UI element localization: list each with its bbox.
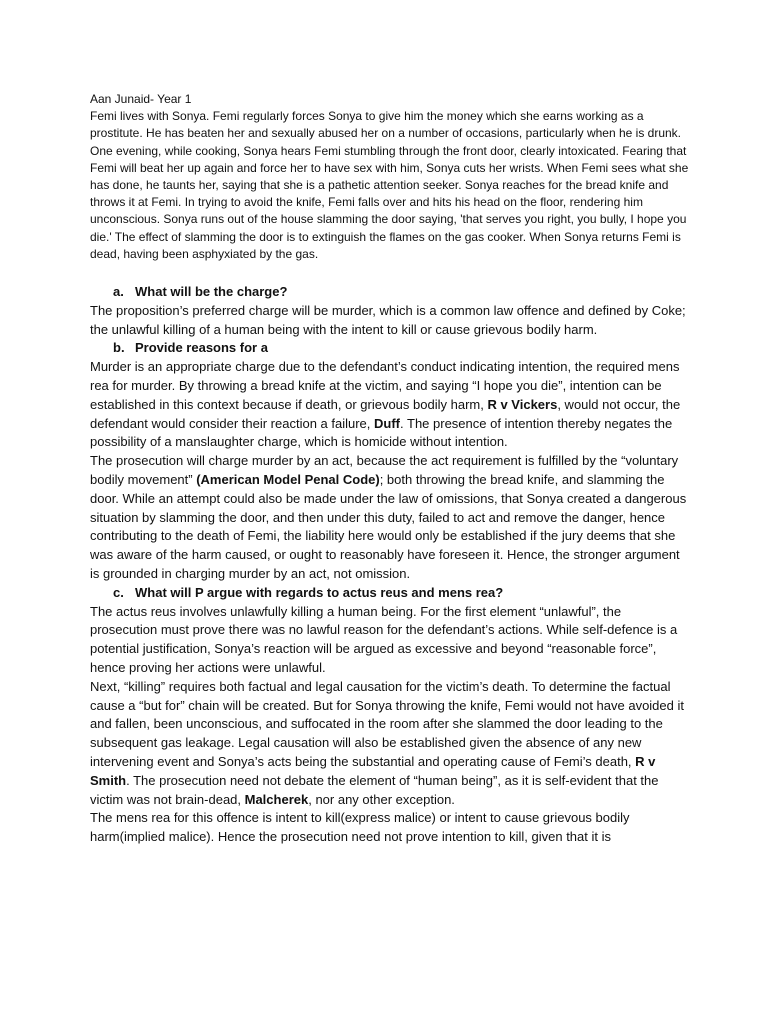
question-b-heading [90,339,690,358]
case-citation-duff: Duff [374,415,401,431]
question-a-text: What will be the charge? [135,284,288,300]
case-citation-malcherek: Malcherek [244,791,309,807]
question-a-number: a. [113,284,124,300]
answer-b-p1-text-b: , would not occur, the defendant would consider their reaction a failure, [90,396,681,431]
answer-b-p2-text-a: The prosecution will charge murder by an act, because the act requirement is fulfilled by the “voluntary bodily movement” [90,453,679,487]
answer-b-p1-text-a: Murder is an appropriate charge due to the defendant’s conduct indicating intention, the required mens rea for murder. By throwing a bread knife at the victim, and saying “I hope you die”, intention can be established in this context because if death, or grievous bodily harm, [90,359,680,412]
question-c-text: What will P argue with regards to actus reus and mens rea? [135,584,504,600]
answer-c-paragraph-3: The mens rea for this offence is intent to kill(express malice) or intent to cause grievous bodily harm(implied malice). Hence the prosecution need not prove intention to kill, given that it is [90,810,630,845]
answer-c-p2-text-a: Next, “killing” requires both factual and legal causation for the victim’s death. To determine the factual cause a “but for” chain will be created. But for Sonya throwing the knife, Femi would not have avoided it and fallen, been unconscious, and suffocated in the room after she slammed the door leading to the subsequent gas leakage. Legal causation will also be established given the absence of any new intervening event and Sonya’s acts being the substantial and operating cause of Femi’s death, [90,678,684,769]
case-citation-smith: R v Smith [90,753,656,788]
question-c-heading [90,584,690,603]
spacer [90,263,690,283]
answer-c-p2-text-b: . The prosecution need not debate the element of “human being”, as it is self-evident that the victim was not brain-dead, [90,772,659,807]
document-header: Aan Junaid- Year 1 [90,92,192,106]
question-b-number: b. [113,340,125,356]
answer-b-paragraph-1 [90,358,690,452]
answer-b-p1-text-c: . The presence of intention thereby negates the possibility of a manslaughter charge, which is homicide without intention. [90,415,673,450]
case-citation-vickers: R v Vickers [487,396,558,412]
answer-c-paragraph-2 [90,678,690,810]
question-b-text: Provide reasons for a [135,340,268,356]
answer-a-paragraph: The proposition’s preferred charge will be murder, which is a common law offence and defined by Coke; the unlawful killing of a human being with the intent to kill or cause grievous bodily harm. [90,302,686,337]
citation-model-penal-code: (American Model Penal Code) [196,472,380,487]
answer-b-paragraph-2 [90,452,690,584]
scenario-paragraph: Femi lives with Sonya. Femi regularly forces Sonya to give him the money which she earns working as a prostitute. He has beaten her and sexually abused her on a number of occasions, particularly when he is drunk. One evening, while cooking, Sonya hears Femi stumbling through the front door, clearly intoxicated. Fearing that Femi will beat her up again and force her to have sex with him, Sonya cuts her wrists. When Femi sees what she has done, he taunts her, saying that she is a pathetic attention seeker. Sonya reaches for the bread knife and throws it at Femi. In trying to avoid the knife, Femi falls over and hits his head on the floor, rendering him unconscious. Sonya runs out of the house slamming the door saying, 'that serves you right, you bully, I hope you die.' The effect of slamming the door is to extinguish the flames on the gas cooker. When Sonya returns Femi is dead, having been asphyxiated by the gas. [90,109,689,261]
question-c-number: c. [113,584,124,600]
question-a-heading [90,283,690,302]
answer-b-p2-text-b: ; both throwing the bread knife, and slamming the door. While an attempt could also be made under the law of omissions, that Sonya created a dangerous situation by slamming the door, and then under this duty, failed to act and remove the danger, hence contributing to the death of Femi, the liability here would only be established if the jury deems that she was aware of the harm caused, or ought to reasonably have foreseen it. Hence, the stronger argument is grounded in charging murder by an act, not omission. [90,472,687,581]
answer-c-paragraph-1: The actus reus involves unlawfully killing a human being. For the first element “unlawful”, the prosecution must prove there was no lawful reason for the defendant’s actions. While self-defence is a potential justification, Sonya’s reaction will be argued as excessive and beyond “reasonable force”, hence proving her actions were unlawful. [90,603,678,675]
answer-c-p2-text-c: , nor any other exception. [308,791,455,807]
document-body [90,91,690,847]
